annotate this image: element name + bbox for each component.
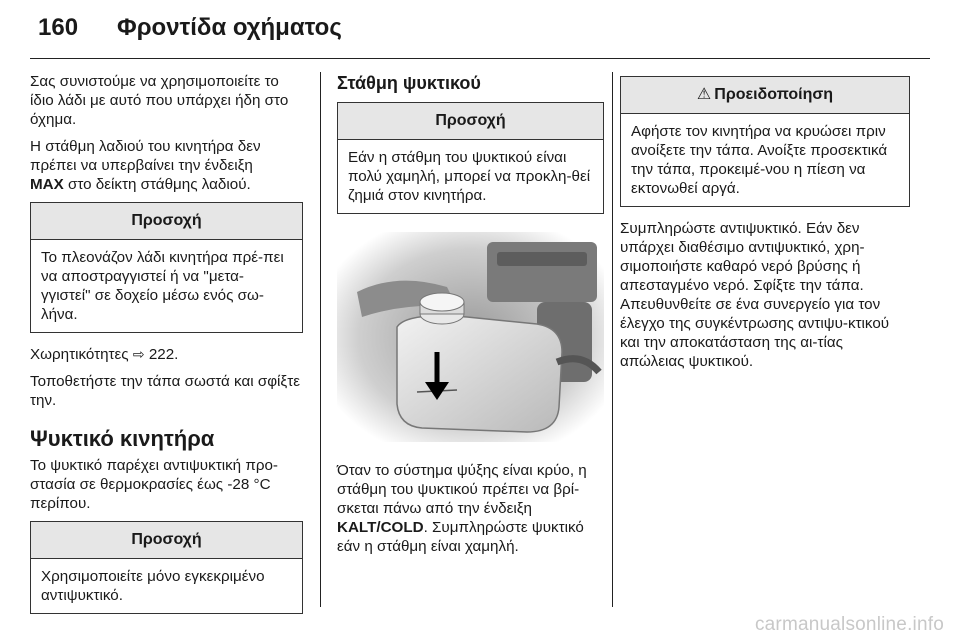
warning-triangle-icon: ⚠: [696, 86, 712, 103]
coolant-reservoir-illustration: [337, 232, 604, 442]
caution-box-text: Εάν η στάθμη του ψυκτικού είναι πολύ χαμηλή, μπορεί να προκλη-θεί ζημιά στον κινητήρα.: [348, 149, 591, 204]
warning-box-text: Αφήστε τον κινητήρα να κρυώσει πριν ανοίξετε την τάπα. Ανοίξτε προσεκτικά την τάπα, προκειμέ-νου η πίεση να εκτονωθεί αργά.: [631, 123, 888, 197]
capacities-period: .: [174, 346, 179, 363]
page-number: 160: [38, 14, 79, 41]
caution-box-title: Προσοχή: [31, 203, 302, 240]
caution-box-text: Το πλεονάζον λάδι κινητήρα πρέ-πει να αποστραγγιστεί ή να "μετα-γγιστεί" σε δοχείο μέσω ενός σω-λήνα.: [41, 249, 284, 323]
page-ref-arrow-icon: ⇨: [132, 346, 145, 362]
coolant-cold-text: Όταν το σύστημα ψύξης είναι κρύο, η στάθμη του ψυκτικού πρέπει να βρί-σκεται πάνω από την ένδειξη: [337, 462, 587, 517]
capacities-text: Χωρητικότητες: [30, 346, 133, 363]
paragraph-coolant-cold: [337, 461, 604, 556]
header-rule: [30, 58, 930, 59]
section-heading-coolant-level: Στάθμη ψυκτικού: [337, 73, 481, 93]
caution-box-title: Προσοχή: [338, 103, 603, 140]
paragraph-oil-max: [30, 137, 303, 194]
warning-box-title: [621, 77, 909, 114]
max-label: MAX: [30, 176, 64, 193]
watermark: carmanualsonline.info: [754, 614, 944, 635]
page-title: Φροντίδα οχήματος: [117, 14, 342, 41]
oil-max-text: Η στάθμη λαδιού του κινητήρα δεν πρέπει να υπερβαίνει την ένδειξη: [30, 138, 261, 174]
caution-box-text: Χρησιμοποιείτε μόνο εγκεκριμένο αντιψυκτικό.: [41, 568, 265, 604]
caution-box-antifreeze: [30, 521, 303, 614]
column-3: [620, 72, 910, 379]
paragraph-capacities: [30, 345, 303, 364]
page-header: [0, 0, 960, 60]
warning-box: [620, 76, 910, 207]
paragraph-oil-recommendation: Σας συνιστούμε να χρησιμοποιείτε το ίδιο λάδι με αυτό που υπάρχει ήδη στο όχημα.: [30, 73, 289, 128]
column-divider-2: [612, 72, 613, 607]
capacities-page-ref[interactable]: 222: [148, 346, 175, 363]
caution-box-coolant-level: [337, 102, 604, 214]
caution-box-title: Προσοχή: [31, 522, 302, 559]
section-heading-coolant: Ψυκτικό κινητήρα: [30, 426, 215, 451]
kalt-cold-label: KALT/COLD: [337, 519, 424, 536]
paragraph-cap-tighten: Τοποθετήστε την τάπα σωστά και σφίξτε την.: [30, 373, 300, 409]
column-2: [337, 72, 604, 564]
column-1: [30, 72, 303, 626]
caution-box-oil: [30, 202, 303, 333]
oil-max-text-end: στο δείκτη στάθμης λαδιού.: [63, 176, 251, 193]
column-divider-1: [320, 72, 321, 607]
warning-title-text: Προειδοποίηση: [714, 86, 834, 103]
coolant-cold-text-end: . Συμπληρώστε ψυκτικό εάν η στάθμη είναι χαμηλή.: [337, 519, 584, 555]
paragraph-refill-coolant: Συμπληρώστε αντιψυκτικό. Εάν δεν υπάρχει διαθέσιμο αντιψυκτικό, χρη-σιμοποιήστε καθαρό νερό βρύσης ή απεσταγμένο νερό. Σφίξτε την τάπα. Απευθυνθείτε σε ένα συνεργείο για τον έλεγχο της συγκέντρωσης αντιψυ-κτικού και την αποκατάσταση της αι-τίας απώλειας ψυκτικού.: [620, 220, 890, 370]
paragraph-coolant-protection: Το ψυκτικό παρέχει αντιψυκτική προ-στασία σε θερμοκρασίες έως -28 °C περίπου.: [30, 457, 278, 512]
